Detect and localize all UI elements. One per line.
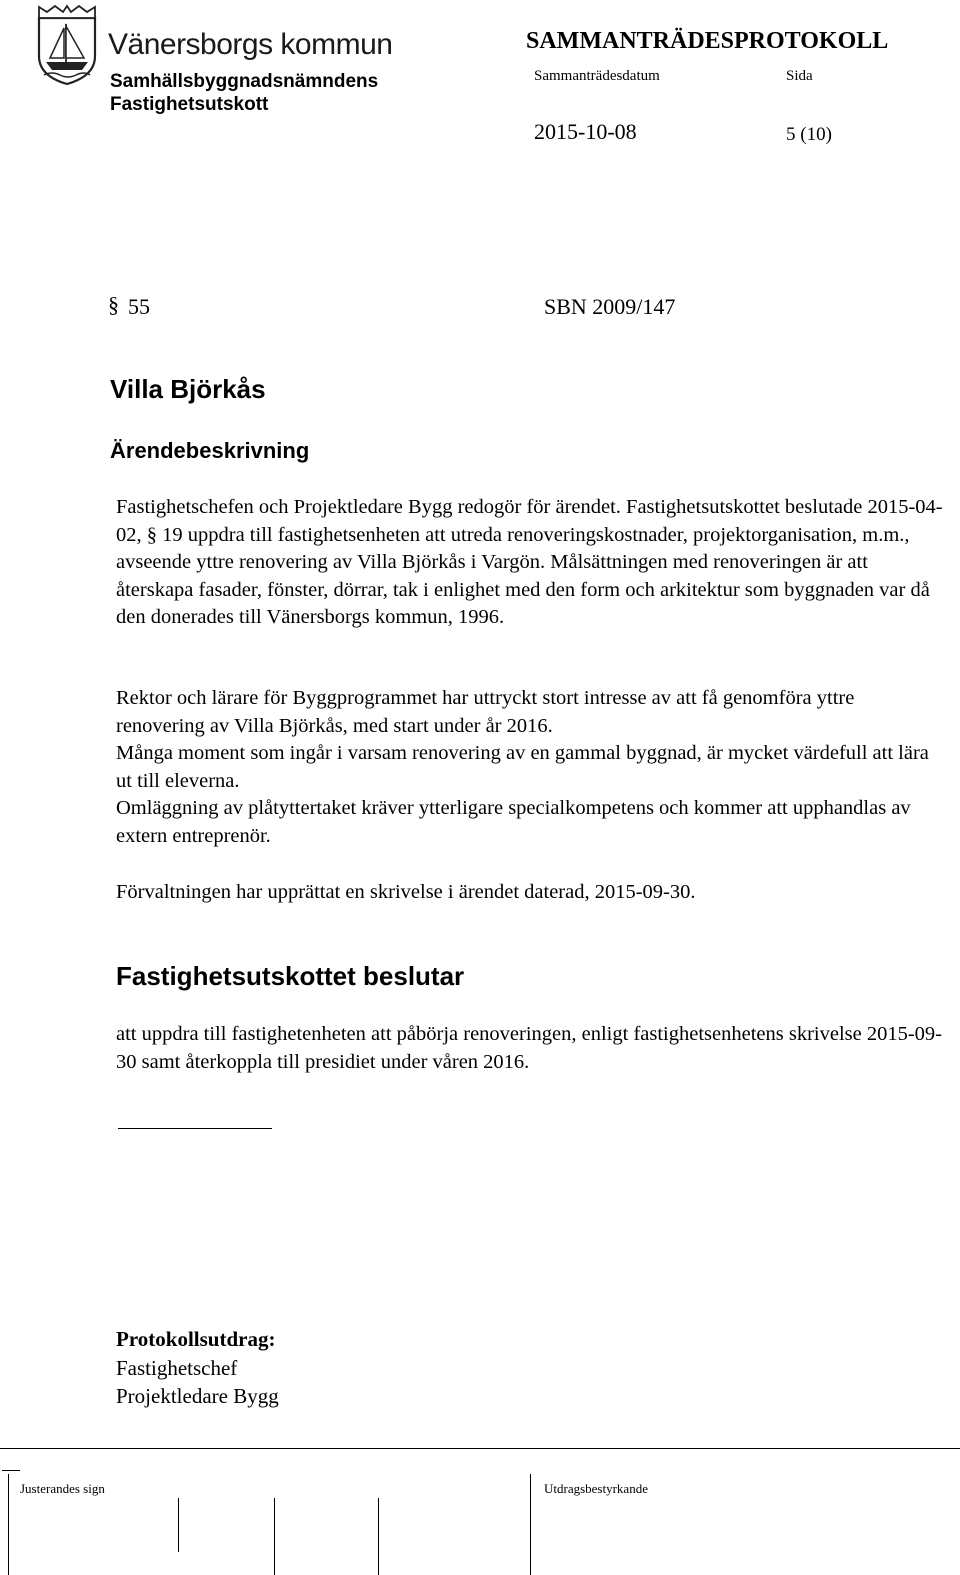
description-text-2b: Många moment som ingår i varsam renovering av en gammal byggnad, är mycket värdefull att lära ut till eleverna. [116,742,929,792]
case-title: Villa Björkås [110,374,266,404]
paragraph-number: 55 [128,294,150,319]
signature-box-border [8,1474,9,1575]
signature-box-divider [274,1498,275,1575]
signature-box-divider [378,1498,379,1575]
description-text-2a: Rektor och lärare för Byggprogrammet har uttryckt stort intresse av att få genomföra yttre renovering av Villa Björkås, med start under år 2016. [116,687,855,737]
recipient: Projektledare Bygg [116,1384,279,1408]
paragraph-symbol: § [108,292,119,317]
document-type: SAMMANTRÄDESPROTOKOLL [526,28,889,54]
footer-divider [0,1448,960,1449]
description-paragraph [116,494,946,632]
description-text-3: Förvaltningen har upprättat en skrivelse i ärendet daterad, 2015-09-30. [116,881,696,903]
signature-box-divider [178,1498,179,1552]
case-number: SBN 2009/147 [544,294,676,319]
footer-tick [2,1470,20,1471]
separator-line [118,1128,272,1129]
decision-heading: Fastighetsutskottet beslutar [116,961,465,991]
extract-box-border [530,1474,531,1575]
organization-name: Vänersborgs kommun [108,28,393,61]
meeting-date-label: Sammanträdesdatum [534,68,660,84]
certification-label: Utdragsbestyrkande [544,1481,648,1496]
recipient: Fastighetschef [116,1356,238,1380]
page-number: 5 (10) [786,124,832,145]
meeting-date: 2015-10-08 [534,119,637,144]
committee-name: Fastighetsutskott [110,94,269,115]
description-heading: Ärendebeskrivning [110,438,310,463]
description-paragraph [116,685,946,850]
page-label: Sida [786,68,813,84]
description-text-1: Fastighetschefen och Projektledare Bygg redogör för ärendet. Fastighetsutskottet beslutade 2015-04-02, § 19 uppdra till fastighetsenheten att utreda renoveringskostnader, projektorganisation, m.m., avseende yttre renovering av Villa Björkås i Vargön. Målsättningen med renoveringen är att återskapa fasader, fönster, dörrar, tak i enlighet med den form och arkitektur som byggnaden var då den donerades till Vänersborgs kommun, 1996. [116,496,943,628]
coat-of-arms-ship-icon [36,4,98,86]
extract-recipients [116,1354,279,1410]
signature-label: Justerandes sign [20,1481,105,1496]
department-name: Samhällsbyggnadsnämndens [110,71,379,92]
description-paragraph [116,879,946,907]
extract-heading: Protokollsutdrag: [116,1327,276,1351]
description-text-2c: Omläggning av plåtyttertaket kräver ytterligare specialkompetens och kommer att upphandlas av extern entreprenör. [116,797,911,847]
decision-text: att uppdra till fastighetenheten att påbörja renoveringen, enligt fastighetsenhetens skrivelse 2015-09-30 samt återkoppla till presidiet under våren 2016. [116,1023,943,1073]
